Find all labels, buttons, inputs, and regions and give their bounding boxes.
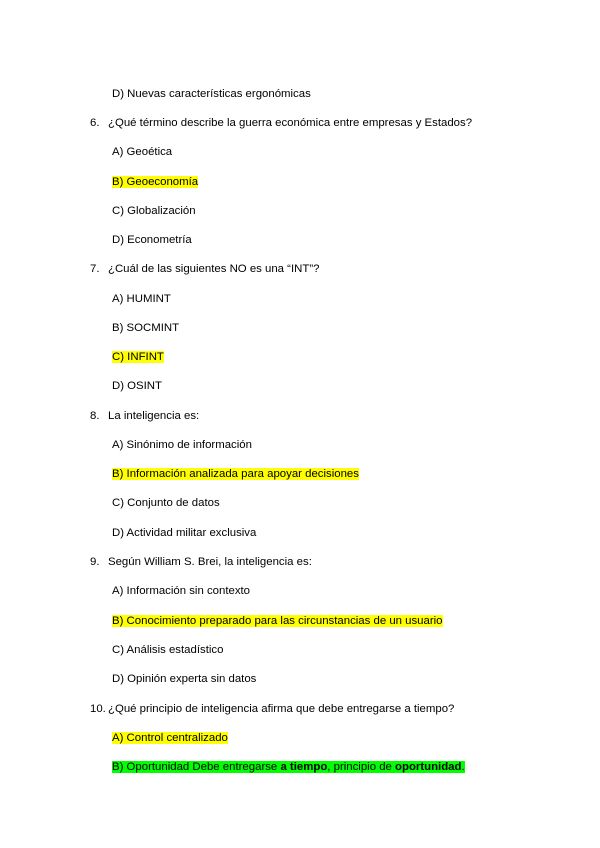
q8-option-d: D) Actividad militar exclusiva <box>112 527 257 539</box>
question-number: 6. <box>90 117 100 129</box>
q7-option-a: A) HUMINT <box>112 293 171 305</box>
question-number: 7. <box>90 263 100 275</box>
option-text: B) Oportunidad Debe entregarse <box>112 761 281 773</box>
q9-option-b <box>112 614 443 628</box>
bold-keyword: a tiempo <box>280 761 328 773</box>
q6-option-c: C) Globalización <box>112 205 196 217</box>
question-text: ¿Qué término describe la guerra económica entre empresas y Estados? <box>108 117 473 129</box>
q7-option-c <box>112 350 164 364</box>
highlighted-answer-green <box>112 761 465 773</box>
q9-option-a: A) Información sin contexto <box>112 585 251 597</box>
highlighted-answer: B) Geoeconomía <box>112 176 199 188</box>
question-text: ¿Qué principio de inteligencia afirma que debe entregarse a tiempo? <box>108 703 455 715</box>
question-number: 8. <box>90 410 100 422</box>
q7-option-b: B) SOCMINT <box>112 322 180 334</box>
question-number: 10. <box>90 703 106 715</box>
q9-option-c: C) Análisis estadístico <box>112 644 224 656</box>
option-text: , principio de <box>327 761 396 773</box>
question-text: ¿Cuál de las siguientes NO es una “INT”? <box>108 263 320 275</box>
q6-option-d: D) Econometría <box>112 234 192 246</box>
question-text: La inteligencia es: <box>108 410 200 422</box>
highlighted-answer: B) Conocimiento preparado para las circunstancias de un usuario <box>112 615 443 627</box>
q8-option-b <box>112 467 359 481</box>
option-text: . <box>461 761 465 773</box>
q6-option-b <box>112 175 198 189</box>
q6-option-a: A) Geoética <box>112 146 173 158</box>
q8-option-a: A) Sinónimo de información <box>112 439 252 451</box>
question-number: 9. <box>90 556 100 568</box>
highlighted-answer: A) Control centralizado <box>112 732 228 744</box>
highlighted-answer: C) INFINT <box>112 351 164 363</box>
q9-option-d: D) Opinión experta sin datos <box>112 673 257 685</box>
q10-option-b <box>112 760 465 774</box>
q5-option-d: D) Nuevas características ergonómicas <box>112 88 311 100</box>
highlighted-answer: B) Información analizada para apoyar decisiones <box>112 468 359 480</box>
q7-option-d: D) OSINT <box>112 380 162 392</box>
question-text: Según William S. Brei, la inteligencia es: <box>108 556 312 568</box>
q10-option-a <box>112 731 228 745</box>
q8-option-c: C) Conjunto de datos <box>112 497 220 509</box>
bold-keyword: oportunidad <box>395 761 462 773</box>
